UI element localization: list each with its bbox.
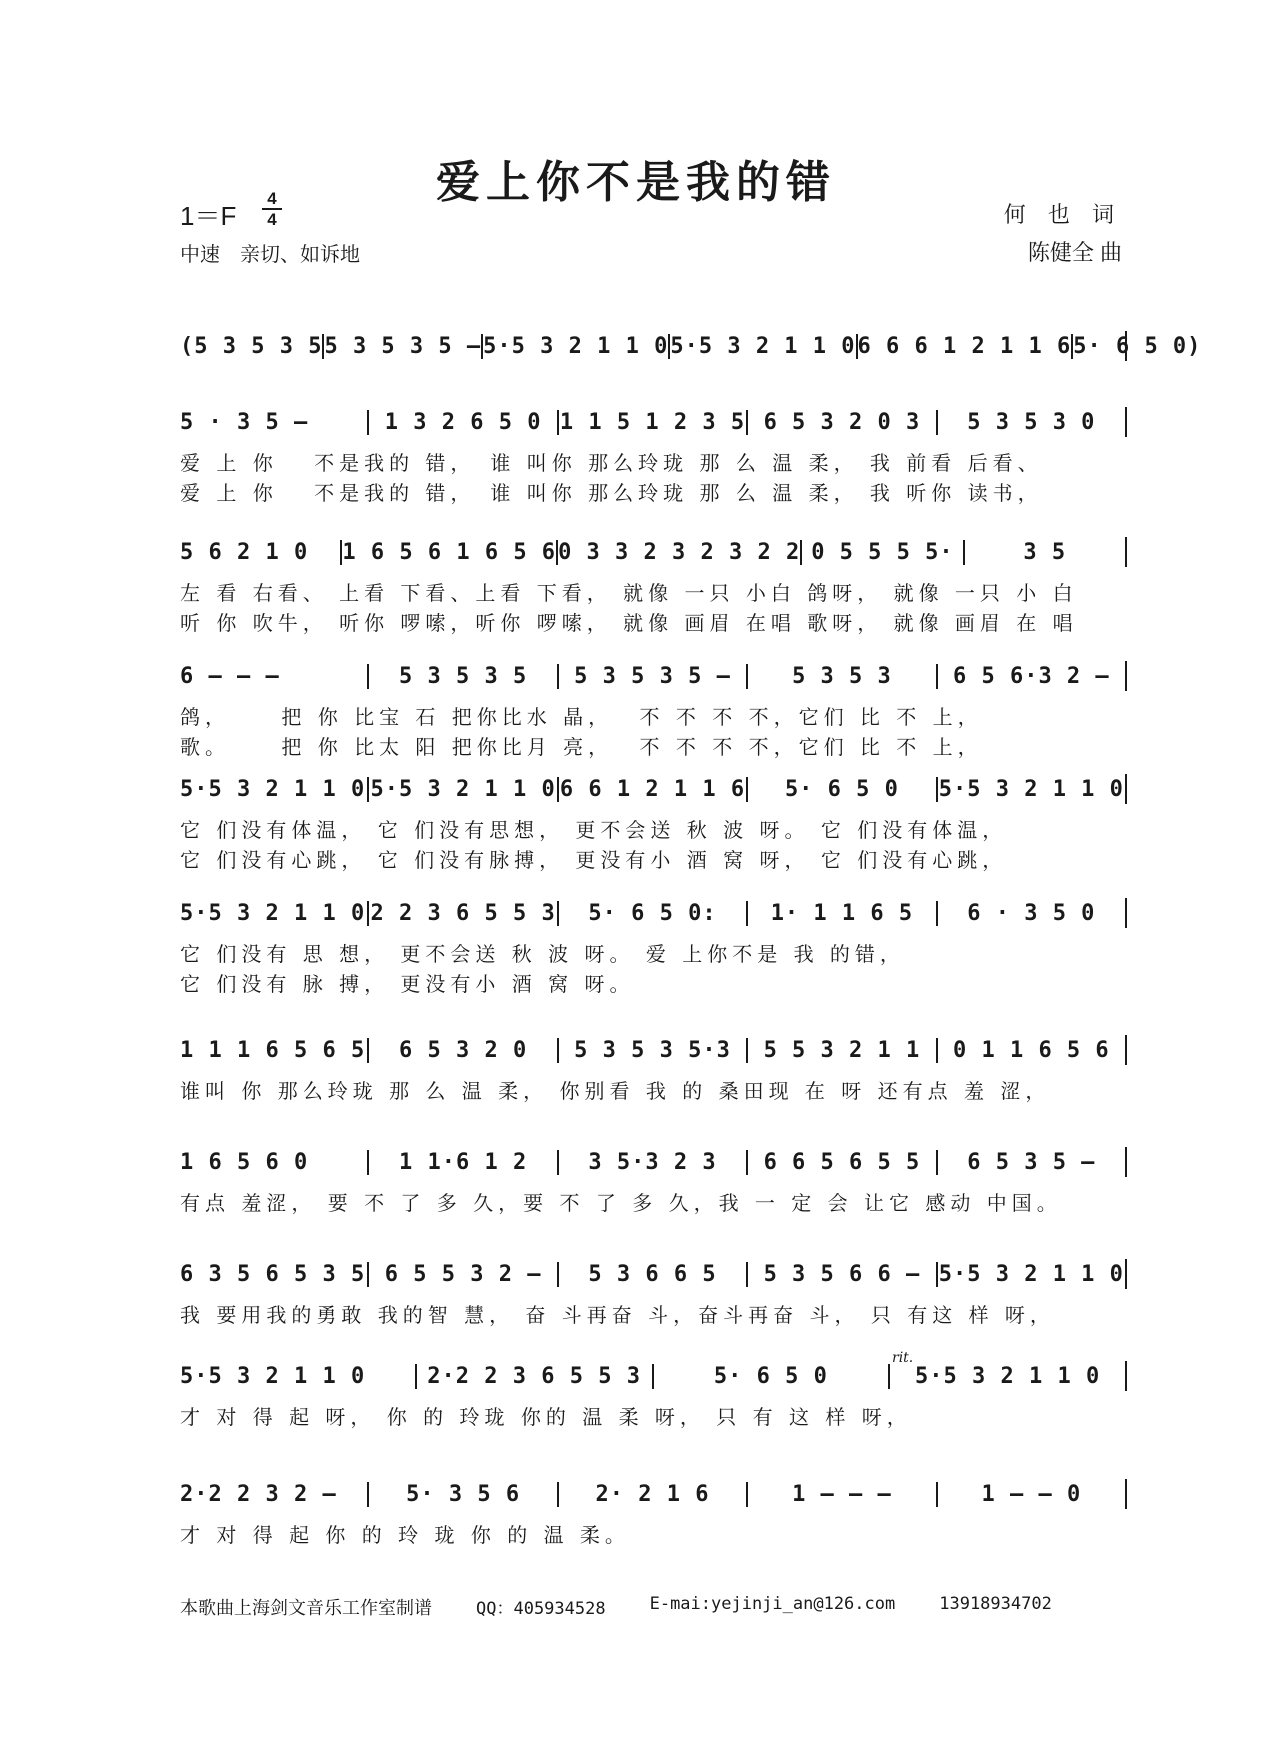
lyricist-credit: 何 也 词 xyxy=(1003,202,1122,227)
measure: 5 3 5 3 5 xyxy=(367,664,556,689)
measure: 5·5 3 2 1 1 0 xyxy=(936,777,1125,802)
footer xyxy=(180,1594,1140,1620)
lyric-line: 才 对 得 起 你 的 玲 珑 你 的 温 柔。 xyxy=(180,1523,630,1547)
staff-row xyxy=(180,331,1202,361)
measure: 2·2 2 3 2 – xyxy=(180,1481,337,1507)
measure: 1 1·6 1 2 xyxy=(367,1150,556,1175)
measure: 6 5 5 3 2 – xyxy=(367,1262,556,1287)
staff-row xyxy=(180,1479,1127,1509)
measure: 3 5 xyxy=(963,540,1125,565)
measure: 5·5 3 2 1 1 0 xyxy=(367,777,556,802)
measure: 6 6 5 6 5 5 xyxy=(746,1150,935,1175)
staff-row xyxy=(180,898,1127,928)
lyric-line: 谁叫 你 那么玲珑 那 么 温 柔， 你别看 我 的 桑田现 在 呀 还有点 羞 涩， xyxy=(180,1079,1051,1103)
key-signature: 1＝F xyxy=(180,201,237,231)
measure: 1 – – – xyxy=(746,1482,935,1507)
measure: 5 3 5 3 5 – xyxy=(324,333,482,359)
ritardando-mark: rit. xyxy=(892,1350,914,1366)
measure: 1 – – 0 xyxy=(936,1482,1125,1507)
measure: 5 3 5 3 5·3 xyxy=(557,1038,746,1063)
measure: 5·5 3 2 1 1 0 xyxy=(888,1364,1125,1389)
measure: 1 3 2 6 5 0 xyxy=(367,410,556,435)
measure: 1· 1 1 6 5 xyxy=(746,901,935,926)
measure: 5 3 5 3 5 – xyxy=(557,664,746,689)
measure: 5 3 6 6 5 xyxy=(557,1262,746,1287)
measure: 5 · 3 5 – xyxy=(180,409,309,435)
measure: 5 3 5 3 0 xyxy=(936,410,1125,435)
measure: 1 1 5 1 2 3 5 xyxy=(557,410,746,435)
measure: 5· 3 5 6 xyxy=(367,1482,556,1507)
measure: 2· 2 1 6 xyxy=(557,1482,746,1507)
measure: 5·5 3 2 1 1 0 xyxy=(180,900,366,926)
lyric-line: 听 你 吹牛， 听你 啰嗦，听你 啰嗦， 就像 画眉 在唱 歌呀， 就像 画眉 在 唱 xyxy=(180,611,1078,635)
lyric-line: 爱 上 你 不是我的 错， 谁 叫你 那么玲珑 那 么 温 柔， 我 前看 后看、 xyxy=(180,451,1043,475)
composer-credit: 陈健全 曲 xyxy=(1027,240,1122,265)
staff-row xyxy=(180,774,1127,804)
time-signature xyxy=(262,190,282,228)
footer-phone: 13918934702 xyxy=(939,1594,1052,1614)
measure: 6 · 3 5 0 xyxy=(936,901,1125,926)
measure: 6 6 1 2 1 1 6 xyxy=(557,777,746,802)
measure: 5·5 3 2 1 1 0 xyxy=(180,1363,366,1389)
staff-row xyxy=(180,1147,1127,1177)
staff-row xyxy=(180,407,1127,437)
measure: 6 5 6·3 2 – xyxy=(936,664,1125,689)
measure: 2·2 2 3 6 5 5 3 xyxy=(415,1364,652,1389)
lyric-line: 它 们没有 脉 搏， 更没有小 酒 窝 呀。 xyxy=(180,972,635,996)
measure: 5 3 5 6 6 – xyxy=(746,1262,935,1287)
measure: 2 2 3 6 5 5 3 xyxy=(367,901,556,926)
staff-row xyxy=(180,1035,1127,1065)
measure: 1 1 1 6 5 6 5 xyxy=(180,1037,366,1063)
lyric-line: 才 对 得 起 呀， 你 的 玲珑 你的 温 柔 呀， 只 有 这 样 呀， xyxy=(180,1405,912,1429)
measure: 6 5 3 2 0 xyxy=(367,1038,556,1063)
measure: 5 6 2 1 0 xyxy=(180,539,309,565)
footer-studio: 本歌曲上海剑文音乐工作室制谱 xyxy=(180,1598,432,1618)
staff-row xyxy=(180,1259,1127,1289)
measure: 5·5 3 2 1 1 0 xyxy=(180,776,366,802)
measure: 0 1 1 6 5 6 xyxy=(936,1038,1125,1063)
measure: 1 6 5 6 0 xyxy=(180,1149,309,1175)
time-signature-top: 4 xyxy=(267,189,277,208)
staff-row xyxy=(180,537,1127,567)
lyric-line: 左 看 右看、 上看 下看、上看 下看， 就像 一只 小白 鸽呀， 就像 一只 小 白 xyxy=(180,581,1078,605)
measure: 5 5 3 2 1 1 xyxy=(746,1038,935,1063)
time-signature-bottom: 4 xyxy=(267,210,277,229)
measure: 5·5 3 2 1 1 0 xyxy=(670,333,856,359)
measure: 1 6 5 6 1 6 5 6 xyxy=(342,539,557,565)
tempo-marking: 中速 亲切、如诉地 xyxy=(180,244,360,266)
measure: 0 5 5 5 5· xyxy=(800,540,962,565)
song-title: 爱上你不是我的错 xyxy=(436,157,836,208)
lyric-line: 它 们没有心跳， 它 们没有脉搏， 更没有小 酒 窝 呀， 它 们没有心跳， xyxy=(180,848,1008,872)
measure: (5 3 5 3 5 xyxy=(180,333,323,359)
footer-qq: QQ：405934528 xyxy=(476,1599,606,1619)
measure: 0 3 3 2 3 2 3 2 2 xyxy=(558,539,801,565)
measure: 5 3 5 3 xyxy=(746,664,935,689)
measure: 6 6 6 1 2 1 1 6 xyxy=(857,333,1072,359)
measure: 6 5 3 2 0 3 xyxy=(746,410,935,435)
measure: 5· 6 5 0 xyxy=(652,1364,889,1389)
lyric-line: 它 们没有体温， 它 们没有思想， 更不会送 秋 波 呀。 它 们没有体温， xyxy=(180,818,1008,842)
lyric-line: 有点 羞涩， 要 不 了 多 久，要 不 了 多 久，我 一 定 会 让它 感动 中国。 xyxy=(180,1191,1062,1215)
lyric-line: 它 们没有 思 想， 更不会送 秋 波 呀。 爱 上你不是 我 的错， xyxy=(180,942,905,966)
lyric-line: 爱 上 你 不是我的 错， 谁 叫你 那么玲珑 那 么 温 柔， 我 听你 读书， xyxy=(180,481,1043,505)
measure: 5· 6 5 0) xyxy=(1073,333,1202,359)
measure: 6 5 3 5 – xyxy=(936,1150,1125,1175)
lyric-line: 歌。 把 你 比太 阳 把你比月 亮， 不 不 不 不，它们 比 不 上， xyxy=(180,735,983,759)
measure: 5· 6 5 0: xyxy=(557,901,746,926)
measure: 6 – – – xyxy=(180,663,280,689)
measure: 5· 6 5 0 xyxy=(746,777,935,802)
lyric-line: 鸽， 把 你 比宝 石 把你比水 晶， 不 不 不 不，它们 比 不 上， xyxy=(180,705,983,729)
measure: 3 5·3 2 3 xyxy=(557,1150,746,1175)
staff-row xyxy=(180,661,1127,691)
staff-row xyxy=(180,1361,1127,1391)
measure: 6 3 5 6 5 3 5 xyxy=(180,1261,366,1287)
measure: 5·5 3 2 1 1 0 xyxy=(483,333,669,359)
lyric-line: 我 要用我的勇敢 我的智 慧， 奋 斗再奋 斗，奋斗再奋 斗， 只 有这 样 呀， xyxy=(180,1303,1055,1327)
measure: 5·5 3 2 1 1 0 xyxy=(936,1262,1125,1287)
footer-email: E-mai:yejinji_an@126.com xyxy=(649,1594,896,1614)
